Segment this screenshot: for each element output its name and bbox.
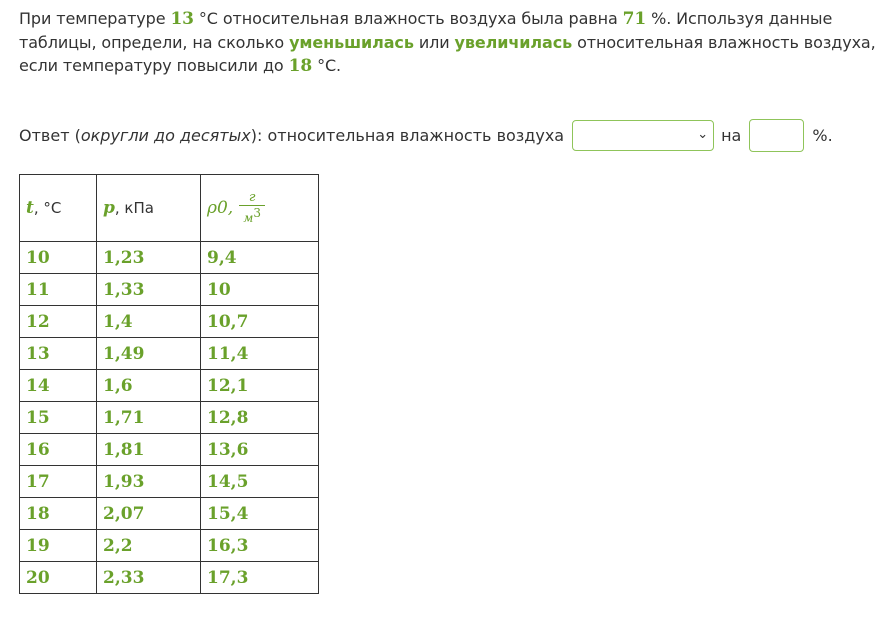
fraction-denominator <box>243 206 261 225</box>
cell-temperature-value: 11 <box>26 279 50 300</box>
table-row <box>20 466 319 498</box>
cell-density <box>201 370 319 402</box>
cell-density <box>201 562 319 594</box>
cell-temperature-value: 16 <box>26 439 50 460</box>
cell-temperature-value: 10 <box>26 247 50 268</box>
answer-label: ): относительная влажность воздуха <box>250 125 565 145</box>
table-row <box>20 402 319 434</box>
cell-pressure-value: 2,07 <box>103 503 145 524</box>
problem-text: При температуре <box>19 9 171 28</box>
initial-temperature: 13 <box>170 9 194 29</box>
cell-density <box>201 466 319 498</box>
cell-pressure <box>97 402 201 434</box>
table-row <box>20 370 319 402</box>
cell-temperature-value: 15 <box>26 407 50 428</box>
cell-pressure <box>97 434 201 466</box>
cell-density-value: 12,1 <box>207 375 249 396</box>
cell-density-value: 16,3 <box>207 535 249 556</box>
cell-pressure-value: 2,2 <box>103 535 133 556</box>
cell-temperature <box>20 562 97 594</box>
table-row <box>20 498 319 530</box>
header-density <box>201 175 319 242</box>
cell-temperature <box>20 338 97 370</box>
problem-text: или <box>413 33 455 52</box>
answer-prefix: Ответ ( <box>19 125 81 145</box>
cell-density-value: 10,7 <box>207 311 249 332</box>
problem-text: относительная влажность воздуха, если температуру повысили до <box>19 33 876 75</box>
cell-density-value: 15,4 <box>207 503 249 524</box>
cell-pressure-value: 1,23 <box>103 247 145 268</box>
density-unit-fraction <box>239 191 265 225</box>
cell-pressure-value: 1,4 <box>103 311 133 332</box>
table-row <box>20 274 319 306</box>
cell-temperature-value: 20 <box>26 567 50 588</box>
cell-pressure <box>97 274 201 306</box>
cell-pressure <box>97 466 201 498</box>
cell-pressure-value: 1,71 <box>103 407 145 428</box>
header-temperature <box>20 175 97 242</box>
header-rho-symbol: ρ0, <box>207 198 234 218</box>
cell-temperature-value: 17 <box>26 471 50 492</box>
cell-temperature <box>20 434 97 466</box>
cell-pressure-value: 1,93 <box>103 471 145 492</box>
header-pressure <box>97 175 201 242</box>
cell-pressure <box>97 306 201 338</box>
cell-temperature-value: 13 <box>26 343 50 364</box>
change-direction-select[interactable] <box>572 120 714 151</box>
cell-temperature <box>20 274 97 306</box>
cell-pressure <box>97 338 201 370</box>
table-row <box>20 306 319 338</box>
cell-density-value: 13,6 <box>207 439 249 460</box>
cell-density <box>201 530 319 562</box>
header-t-symbol: t <box>26 198 34 218</box>
cell-density-value: 9,4 <box>207 247 237 268</box>
cell-pressure-value: 1,49 <box>103 343 145 364</box>
table-row <box>20 338 319 370</box>
table-body <box>20 242 319 594</box>
cell-pressure <box>97 498 201 530</box>
chevron-down-icon: ⌄ <box>697 126 709 142</box>
cell-density <box>201 338 319 370</box>
cell-temperature-value: 19 <box>26 535 50 556</box>
word-decreased: уменьшилась <box>289 33 414 52</box>
humidity-change-input[interactable] <box>749 119 804 152</box>
fraction-numerator: г <box>248 190 256 205</box>
cell-density-value: 14,5 <box>207 471 249 492</box>
fraction-den-base: м <box>243 211 254 225</box>
cell-temperature <box>20 306 97 338</box>
table-header-row <box>20 175 319 242</box>
cell-temperature-value: 14 <box>26 375 50 396</box>
header-p-symbol: p <box>103 198 115 218</box>
table-row <box>20 562 319 594</box>
cell-temperature <box>20 530 97 562</box>
cell-temperature-value: 18 <box>26 503 50 524</box>
table-row <box>20 530 319 562</box>
header-p-unit: , кПа <box>114 199 154 217</box>
cell-density <box>201 242 319 274</box>
problem-statement <box>19 7 889 78</box>
word-increased: увеличилась <box>454 33 573 52</box>
cell-pressure-value: 2,33 <box>103 567 145 588</box>
cell-density-value: 17,3 <box>207 567 249 588</box>
answer-row <box>19 118 833 152</box>
cell-temperature <box>20 466 97 498</box>
cell-temperature <box>20 498 97 530</box>
table-row <box>20 434 319 466</box>
header-t-unit: , °C <box>33 199 62 217</box>
by-label: на <box>721 125 742 145</box>
cell-pressure <box>97 530 201 562</box>
final-temperature: 18 <box>288 56 313 76</box>
cell-pressure-value: 1,33 <box>103 279 145 300</box>
fraction-den-power: 3 <box>253 206 262 220</box>
cell-density <box>201 498 319 530</box>
problem-text: %. Используя данные таблицы, определи, на сколько <box>19 9 833 52</box>
answer-hint: округли до десятых <box>80 125 251 145</box>
cell-pressure-value: 1,81 <box>103 439 145 460</box>
cell-temperature <box>20 242 97 274</box>
cell-pressure <box>97 370 201 402</box>
problem-text: °C относительная влажность воздуха была равна <box>193 9 623 28</box>
cell-density-value: 12,8 <box>207 407 249 428</box>
problem-text: °C. <box>312 56 342 75</box>
cell-pressure-value: 1,6 <box>103 375 133 396</box>
cell-temperature <box>20 402 97 434</box>
percent-label: %. <box>812 125 833 145</box>
cell-density <box>201 434 319 466</box>
table-row <box>20 242 319 274</box>
cell-density-value: 11,4 <box>207 343 249 364</box>
cell-density <box>201 402 319 434</box>
cell-density <box>201 274 319 306</box>
initial-humidity: 71 <box>622 9 647 29</box>
cell-density-value: 10 <box>207 279 231 300</box>
saturation-table <box>19 174 319 594</box>
cell-temperature-value: 12 <box>26 311 50 332</box>
cell-pressure <box>97 242 201 274</box>
cell-temperature <box>20 370 97 402</box>
cell-pressure <box>97 562 201 594</box>
cell-density <box>201 306 319 338</box>
